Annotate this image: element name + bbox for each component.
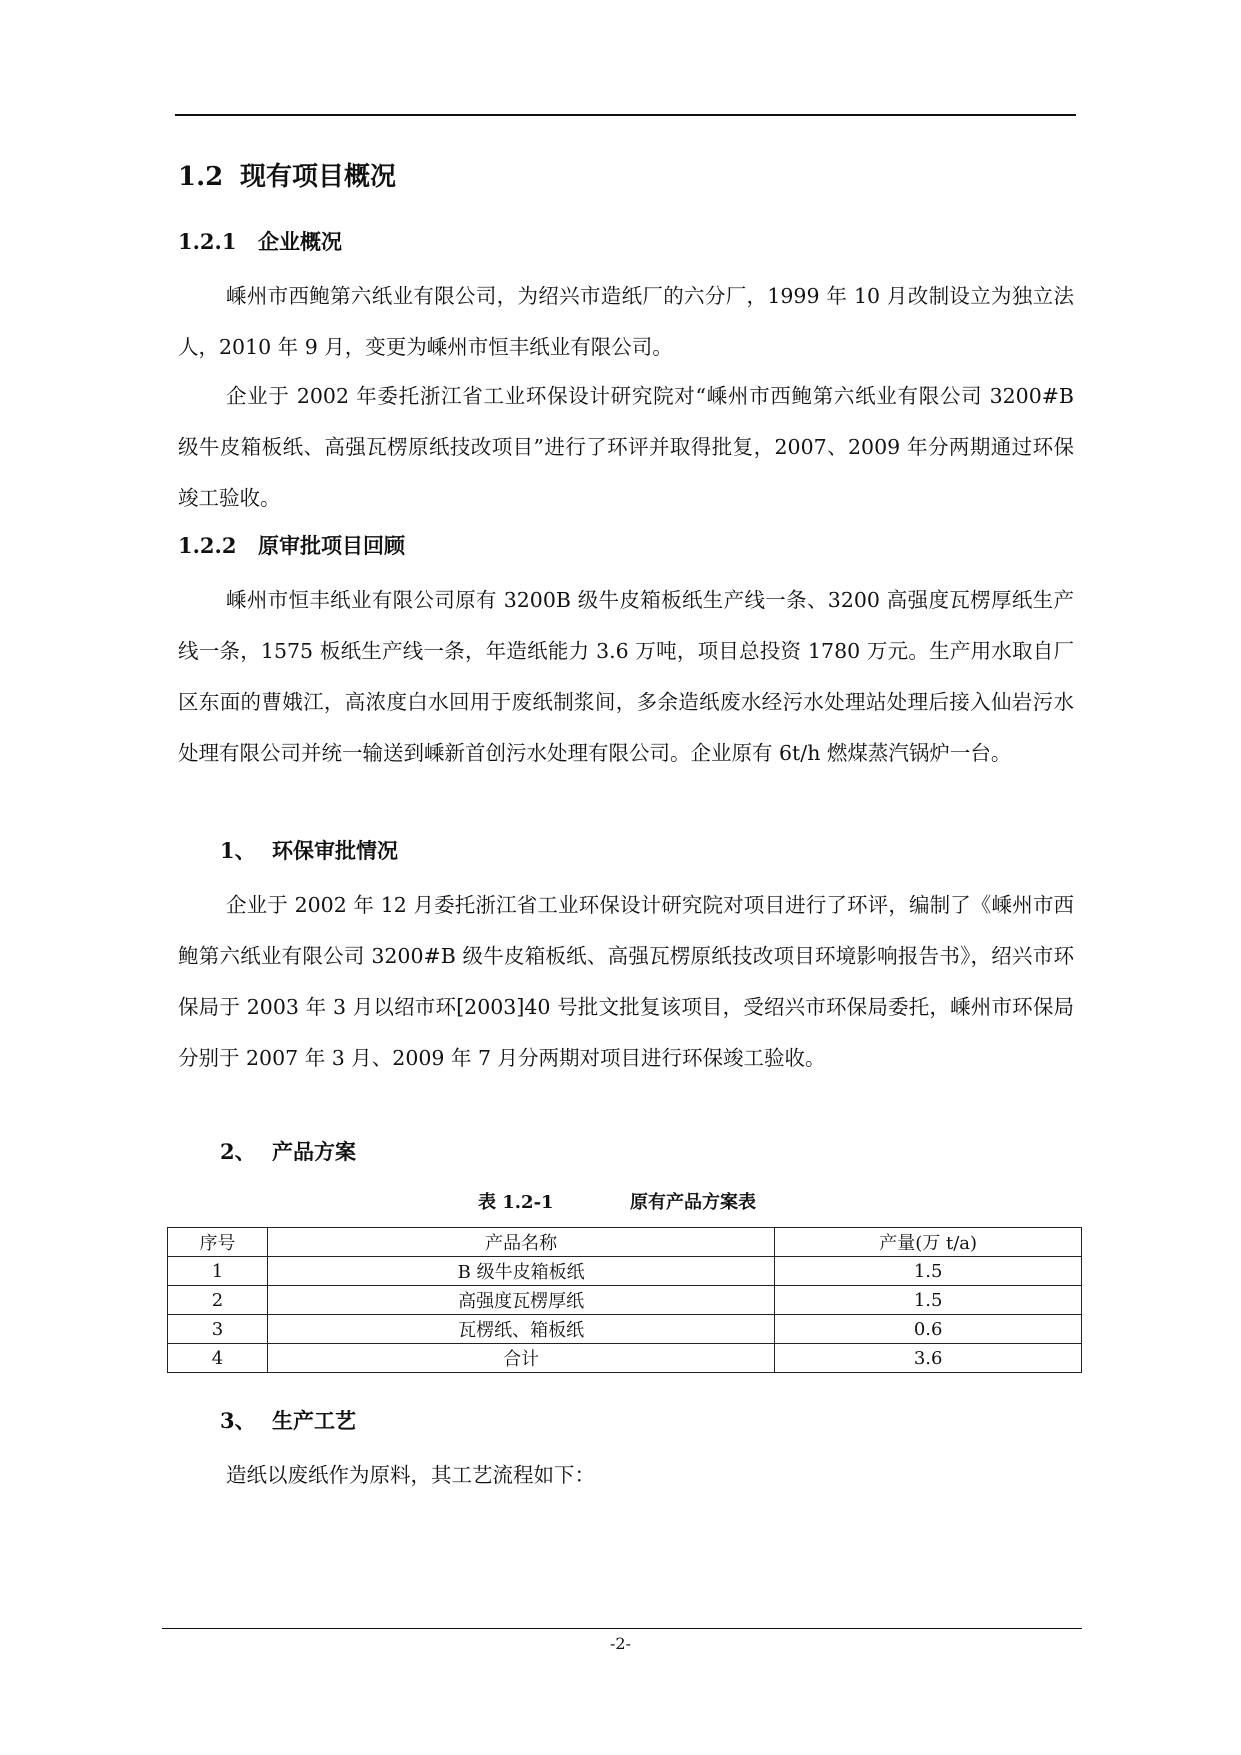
table-cell: 3 [168, 1315, 268, 1344]
table-cell: 1 [168, 1257, 268, 1286]
table-row [168, 1344, 1082, 1373]
table-cell: 高强度瓦楞厚纸 [267, 1286, 774, 1315]
column-header: 序号 [168, 1228, 268, 1257]
table-header-row [168, 1228, 1082, 1257]
table-title: 原有产品方案表 [630, 1192, 756, 1213]
table-cell: 合计 [267, 1344, 774, 1373]
paragraph: 嵊州市恒丰纸业有限公司原有 3200B 级牛皮箱板纸生产线一条、3200 高强度瓦楞厚纸生产线一条，1575 板纸生产线一条，年造纸能力 3.6 万吨，项目总投资 1780 万元。生产用水取自厂区东面的曹娥江，高浓度白水回用于废纸制浆间，多余造纸废水经污水处理站处理后接入仙岩污水处理有限公司并统一输送到嵊新首创污水处理有限公司。企业原有 6t/h 燃煤蒸汽锅炉一台。 [178, 588, 1074, 765]
column-header: 产品名称 [267, 1228, 774, 1257]
subsection-title: 企业概况 [258, 229, 342, 254]
paragraph: 造纸以废纸作为原料，其工艺流程如下： [226, 1463, 595, 1487]
section-title: 现有项目概况 [240, 162, 397, 192]
table-cell: B 级牛皮箱板纸 [267, 1257, 774, 1286]
table-number: 表 1.2-1 [478, 1192, 554, 1213]
paragraph: 嵊州市西鲍第六纸业有限公司，为绍兴市造纸厂的六分厂，1999 年 10 月改制设立为独立法人，2010 年 9 月，变更为嵊州市恒丰纸业有限公司。 [178, 284, 1074, 359]
paragraph: 企业于 2002 年 12 月委托浙江省工业环保设计研究院对项目进行了环评，编制了《嵊州市西鲍第六纸业有限公司 3200#B 级牛皮箱板纸、高强瓦楞原纸技改项目环境影响报告书》，绍兴市环保局于 2003 年 3 月以绍市环[2003]40 号批文批复该项目，受绍兴市环保局委托，嵊州市环保局分别于 2007 年 3 月、2009 年 7 月分两期对项目进行环保竣工验收。 [178, 893, 1074, 1070]
table-row [168, 1257, 1082, 1286]
item-number: 3、 [220, 1408, 256, 1433]
footer-rule [162, 1628, 1082, 1629]
item-heading-1 [220, 835, 398, 865]
item-title: 环保审批情况 [272, 838, 398, 863]
item-heading-2 [220, 1136, 356, 1166]
section-number: 1.2 [178, 162, 224, 192]
table-cell: 3.6 [775, 1344, 1082, 1373]
item-heading-3 [220, 1405, 356, 1435]
table-caption [478, 1188, 756, 1214]
table-cell: 瓦楞纸、箱板纸 [267, 1315, 774, 1344]
subsection-heading-1 [178, 226, 342, 256]
page-number: -2- [610, 1634, 631, 1653]
subsection-title: 原审批项目回顾 [258, 533, 405, 558]
item-number: 1、 [220, 838, 256, 863]
subsection-number: 1.2.2 [178, 533, 237, 558]
table-cell: 0.6 [775, 1315, 1082, 1344]
item-title: 产品方案 [272, 1139, 356, 1164]
table-cell: 2 [168, 1286, 268, 1315]
paragraph: 企业于 2002 年委托浙江省工业环保设计研究院对“嵊州市西鲍第六纸业有限公司 3200#B 级牛皮箱板纸、高强瓦楞原纸技改项目”进行了环评并取得批复，2007、2009 年分两期通过环保竣工验收。 [178, 384, 1074, 510]
header-rule [175, 114, 1076, 116]
product-table [167, 1227, 1082, 1373]
subsection-number: 1.2.1 [178, 229, 237, 254]
item-number: 2、 [220, 1139, 256, 1164]
table-cell: 1.5 [775, 1257, 1082, 1286]
section-heading [178, 156, 396, 193]
subsection-heading-2 [178, 530, 405, 560]
item-title: 生产工艺 [272, 1408, 356, 1433]
table-row [168, 1286, 1082, 1315]
table-cell: 1.5 [775, 1286, 1082, 1315]
table-cell: 4 [168, 1344, 268, 1373]
table-row [168, 1315, 1082, 1344]
column-header: 产量(万 t/a) [775, 1228, 1082, 1257]
